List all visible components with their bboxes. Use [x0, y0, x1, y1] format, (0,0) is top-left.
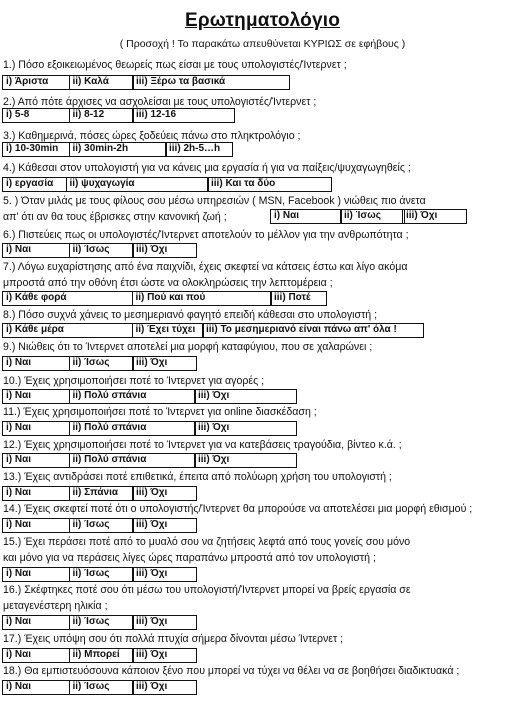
answer-option[interactable]: iii) Το μεσημεριανό είναι πάνω απ' όλα ! — [202, 323, 424, 338]
page-title: Ερωτηματολόγιο — [184, 10, 341, 31]
answer-option[interactable]: iii) Και τα δύο — [207, 177, 332, 192]
answer-option[interactable]: ii) Πολύ σπάνια — [69, 389, 196, 404]
answer-option[interactable]: iii) Ξέρω τα βασικά — [132, 75, 290, 90]
answer-option[interactable]: ii) 8-12 — [69, 108, 134, 123]
answer-option[interactable]: i) 10-30min — [2, 142, 70, 157]
answer-option[interactable]: i) Ναι — [2, 389, 70, 404]
question-text: μπροστά από την οθόνη έτσι ώστε να ολοκληρώσεις την λεπτομέρεια ; — [3, 277, 333, 289]
answer-options-row — [2, 142, 232, 157]
answer-option[interactable]: ii) Πολύ σπάνια — [69, 421, 196, 436]
question-text: 3.) Καθημερινά, πόσες ώρες ξοδεύεις πάνω στο πληκτρολόγιο ; — [3, 130, 301, 142]
question-text: 6.) Πιστεύεις πως οι υπολογιστές/Ίντερνετ αποτελούν το μέλλον για την ανθρωπότητα ; — [3, 229, 409, 241]
answer-option[interactable]: ii) ψυχαγωγία — [66, 177, 209, 192]
answer-options-row — [2, 567, 196, 582]
answer-options-row — [2, 486, 196, 501]
answer-option[interactable]: iii) Όχι — [132, 680, 197, 695]
answer-option[interactable]: i) Ναι — [2, 648, 70, 663]
question-text: 9.) Νιώθεις ότι το Ίντερνετ αποτελεί μια μορφή καταφύγιου, που σε χαλαρώνει ; — [3, 341, 373, 353]
answer-options-row — [2, 680, 196, 695]
answer-option[interactable]: ii) Πολύ σπάνια — [69, 453, 196, 468]
answer-option[interactable]: iii) Όχι — [132, 356, 197, 371]
answer-options-row — [2, 518, 196, 533]
answer-option[interactable]: iii) Όχι — [132, 518, 197, 533]
answer-option[interactable]: i) Ναι — [2, 567, 70, 582]
answer-option[interactable]: ii) Ίσως — [69, 567, 134, 582]
answer-option[interactable]: ii) Μπορεί — [69, 648, 134, 663]
question-text: 15.) Έχει περάσει ποτέ από το μυαλό σου να ζητήσεις λεφτά από τους γονείς σου μόνο — [3, 536, 411, 548]
answer-option[interactable]: iii) Όχι — [132, 486, 197, 501]
answer-option[interactable]: i) Ναι — [2, 453, 70, 468]
question-text: και μόνο για να περάσεις λίγες ώρες παραπάνω μπροστά από τον υπολογιστή ; — [3, 552, 376, 564]
answer-option[interactable]: i) Ναι — [2, 421, 70, 436]
question-text: 13.) Έχεις αντιδράσει ποτέ επιθετικά, έπειτα από πολύωρη χρήση του υπολογιστή ; — [3, 471, 392, 483]
answer-option[interactable]: i) Ναι — [2, 680, 70, 695]
answer-option[interactable]: iii) 12-16 — [132, 108, 235, 123]
answer-option[interactable]: ii) Ίσως — [69, 518, 134, 533]
answer-option[interactable]: iii) Όχι — [132, 243, 197, 258]
question-text: 17.) Έχεις υπόψη σου ότι πολλά πτυχία σήμερα δίνονται μέσω Ίντερνετ ; — [3, 633, 344, 645]
question-text: 8.) Πόσο συχνά χάνεις το μεσημεριανό φαγητό επειδή κάθεσαι στο υπολογιστή ; — [3, 309, 378, 321]
answer-options-row — [2, 323, 423, 338]
answer-options-row — [2, 615, 196, 630]
answer-option[interactable]: iii) Όχι — [402, 209, 467, 224]
question-text: 5. ) Όταν μιλάς με τους φίλους σου μέσω υπηρεσιών ( MSN, Facebook ) νιώθεις πιο άνετα — [3, 195, 426, 207]
answer-option[interactable]: i) Κάθε μέρα — [2, 323, 133, 338]
answer-options-row — [2, 421, 296, 436]
answer-option[interactable]: i) Ναι — [2, 615, 70, 630]
answer-option[interactable]: i) Ναι — [2, 243, 70, 258]
answer-option[interactable]: ii) 30min-2h — [69, 142, 167, 157]
answer-option[interactable]: iii) Ποτέ — [270, 291, 327, 306]
answer-options-row — [2, 291, 326, 306]
answer-option[interactable]: i) Ναι — [2, 486, 70, 501]
answer-option[interactable]: iii) Όχι — [132, 567, 197, 582]
answer-option[interactable]: iii) Όχι — [194, 453, 297, 468]
answer-option[interactable]: iii) Όχι — [194, 389, 297, 404]
question-text: 10.) Έχεις χρησιμοποιήσει ποτέ το Ίντερνετ για αγορές ; — [3, 375, 265, 387]
answer-options-row — [2, 108, 234, 123]
question-text: 2.) Από πότε άρχισες να ασχολείσαι με τους υπολογιστές/Ίντερνετ ; — [3, 96, 317, 108]
answer-option[interactable]: i) Ναι — [2, 518, 70, 533]
answer-option[interactable]: ii) Έχει τύχει — [132, 323, 204, 338]
answer-option[interactable]: ii) Ίσως — [69, 243, 134, 258]
answer-option[interactable]: i) εργασία — [2, 177, 67, 192]
answer-option[interactable]: ii) Ίσως — [69, 680, 134, 695]
answer-option[interactable]: i) 5-8 — [2, 108, 70, 123]
answer-option[interactable]: i) Ναι — [270, 209, 342, 224]
question-text: 18.) Θα εμπιστευόσουνα κάποιον ξένο που μπορεί να τύχει να θέλει να σε βοηθήσει διαδικτυακά ; — [3, 665, 460, 677]
question-text: 12.) Έχεις χρησιμοποιήσει ποτέ το Ίντερνετ για να κατεβάσεις τραγούδια, βίντεο κ.ά. ; — [3, 439, 402, 451]
answer-option[interactable]: ii) Πού και πού — [132, 291, 272, 306]
question-text: απ' ότι αν θα τους έβρισκες στην κανονική ζωή ; — [3, 211, 227, 223]
answer-option[interactable]: iii) Όχι — [132, 648, 197, 663]
question-text: 4.) Κάθεσαι στον υπολογιστή για να κάνεις μια εργασία ή για να παίξεις/ψυχαγωγηθείς ; — [3, 162, 411, 174]
answer-option[interactable]: ii) Ίσως — [340, 209, 405, 224]
answer-option[interactable]: ii) Καλά — [69, 75, 134, 90]
answer-option[interactable]: ii) Ίσως — [69, 615, 134, 630]
answer-option[interactable]: ii) Σπάνια — [69, 486, 134, 501]
question-text: 11.) Έχεις χρησιμοποιήσει ποτέ το Ίντερνετ για online διασκέδαση ; — [3, 406, 317, 418]
answer-option[interactable]: i) Άριστα — [2, 75, 70, 90]
answer-option[interactable]: i) Κάθε φορά — [2, 291, 133, 306]
question-text: 14.) Έχεις σκεφτεί ποτέ ότι ο υπολογιστής/Ίντερνετ θα μπορούσε να αποτελέσει μια μορφή εθισμού ; — [3, 503, 473, 515]
answer-option[interactable]: iii) Όχι — [194, 421, 297, 436]
question-text: μεταγενέστερη ηλικία ; — [3, 600, 108, 612]
answer-option[interactable]: ii) Ίσως — [69, 356, 134, 371]
answer-options-row — [2, 75, 289, 90]
answer-options-row — [2, 453, 296, 468]
answer-options-row — [2, 177, 331, 192]
answer-options-row — [2, 648, 196, 663]
answer-options-row — [2, 389, 296, 404]
page-subtitle: ( Προσοχή ! Το παρακάτω απευθύνεται ΚΥΡΙΩΣ σε εφήβους ) — [119, 38, 406, 50]
answer-option[interactable]: iii) Όχι — [132, 615, 197, 630]
answer-option[interactable]: i) Ναι — [2, 356, 70, 371]
answer-options-row — [2, 356, 196, 371]
answer-option[interactable]: iii) 2h-5…h — [165, 142, 233, 157]
question-text: 1.) Πόσο εξοικειωμένος θεωρείς πως είσαι με τους υπολογιστές/Ίντερνετ ; — [3, 59, 347, 71]
answer-options-row — [2, 243, 196, 258]
question-text: 7.) Λόγω ευχαρίστησης από ένα παιχνίδι, έχεις σκεφτεί να κάτσεις έστω και λίγο ακόμα — [3, 261, 408, 273]
question-text: 16.) Σκέφτηκες ποτέ σου ότι μέσω του υπολογιστή/Ίντερνετ μπορεί να βρείς εργασία σε — [3, 584, 411, 596]
